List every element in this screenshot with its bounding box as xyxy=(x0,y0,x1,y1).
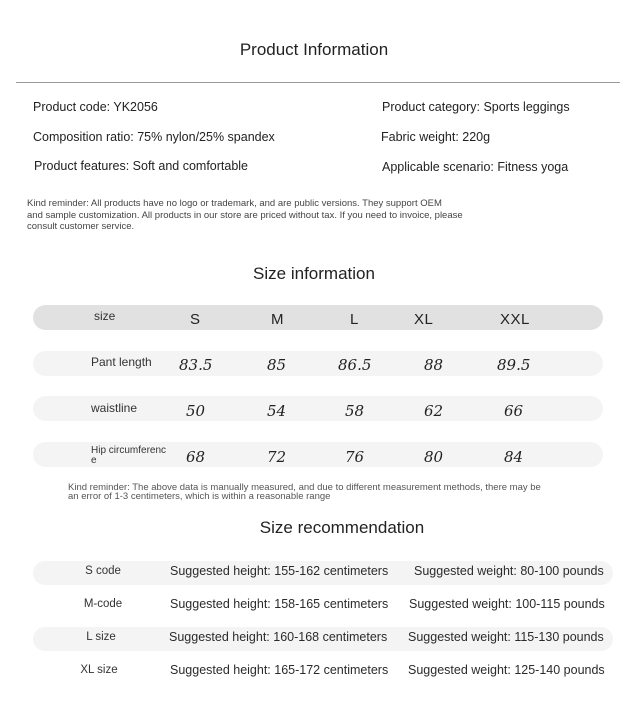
hip-l: 76 xyxy=(345,448,365,466)
pant-length-l: 86.5 xyxy=(338,356,372,374)
hip-s: 68 xyxy=(186,448,206,466)
rec-weight-m: Suggested weight: 100-115 pounds xyxy=(409,597,605,611)
measurement-reminder-line: Kind reminder: The above data is manually measured, and due to different measurement methods, there may be xyxy=(68,482,541,493)
size-header-xxl: XXL xyxy=(500,311,530,328)
kind-reminder-line: Kind reminder: All products have no logo or trademark, and are public versions. They support OEM xyxy=(27,198,442,209)
size-header-m: M xyxy=(271,311,284,328)
rec-code-l: L size xyxy=(86,631,116,643)
rec-code-m: M-code xyxy=(83,598,123,610)
pant-length-s: 83.5 xyxy=(179,356,213,374)
product-code: Product code: YK2056 xyxy=(33,100,158,114)
hip-m: 72 xyxy=(267,448,287,466)
size-header-xl: XL xyxy=(414,311,434,328)
rec-weight-s: Suggested weight: 80-100 pounds xyxy=(414,564,604,578)
rec-code-s: S code xyxy=(85,565,121,577)
row-label-pant-length: Pant length xyxy=(91,355,152,369)
kind-reminder-line: and sample customization. All products in our store are priced without tax. If you need to invoice, please xyxy=(27,209,463,221)
rec-height-s: Suggested height: 155-162 centimeters xyxy=(170,564,389,578)
size-header-l: L xyxy=(350,311,359,328)
waistline-l: 58 xyxy=(345,402,365,420)
pant-length-xxl: 89.5 xyxy=(497,356,531,374)
product-info-title: Product Information xyxy=(239,40,389,59)
rec-weight-xl: Suggested weight: 125-140 pounds xyxy=(408,663,605,677)
measurement-reminder-line: an error of 1-3 centimeters, which is within a reasonable range xyxy=(68,490,331,502)
kind-reminder xyxy=(27,198,547,233)
size-header-label: size xyxy=(94,309,116,323)
row-label-hip xyxy=(91,446,166,466)
fabric-weight: Fabric weight: 220g xyxy=(381,130,491,144)
pant-length-xl: 88 xyxy=(424,356,444,374)
pant-length-m: 85 xyxy=(267,356,287,374)
product-category: Product category: Sports leggings xyxy=(382,100,570,114)
waistline-xxl: 66 xyxy=(504,402,524,420)
rec-height-l: Suggested height: 160-168 centimeters xyxy=(169,630,388,644)
waistline-xl: 62 xyxy=(424,402,444,420)
size-rec-title: Size recommendation xyxy=(259,518,425,537)
size-header-s: S xyxy=(190,311,201,328)
product-features: Product features: Soft and comfortable xyxy=(34,159,249,173)
row-label-hip-line2: e xyxy=(91,455,97,466)
waistline-s: 50 xyxy=(186,402,206,420)
rec-code-xl: XL size xyxy=(80,664,118,676)
rec-height-m: Suggested height: 158-165 centimeters xyxy=(170,597,389,611)
measurement-reminder xyxy=(68,484,628,501)
rec-height-xl: Suggested height: 165-172 centimeters xyxy=(170,663,389,677)
row-label-hip-line1: Hip circumferenc xyxy=(91,445,167,456)
rec-weight-l: Suggested weight: 115-130 pounds xyxy=(408,630,604,644)
composition-ratio: Composition ratio: 75% nylon/25% spandex xyxy=(33,130,275,144)
size-info-title: Size information xyxy=(253,264,375,283)
hip-xl: 80 xyxy=(424,448,444,466)
section-divider xyxy=(16,82,620,83)
applicable-scenario: Applicable scenario: Fitness yoga xyxy=(382,160,569,174)
row-label-waistline: waistline xyxy=(91,401,138,415)
waistline-m: 54 xyxy=(267,402,287,420)
kind-reminder-line: consult customer service. xyxy=(27,221,135,232)
hip-xxl: 84 xyxy=(504,448,524,466)
